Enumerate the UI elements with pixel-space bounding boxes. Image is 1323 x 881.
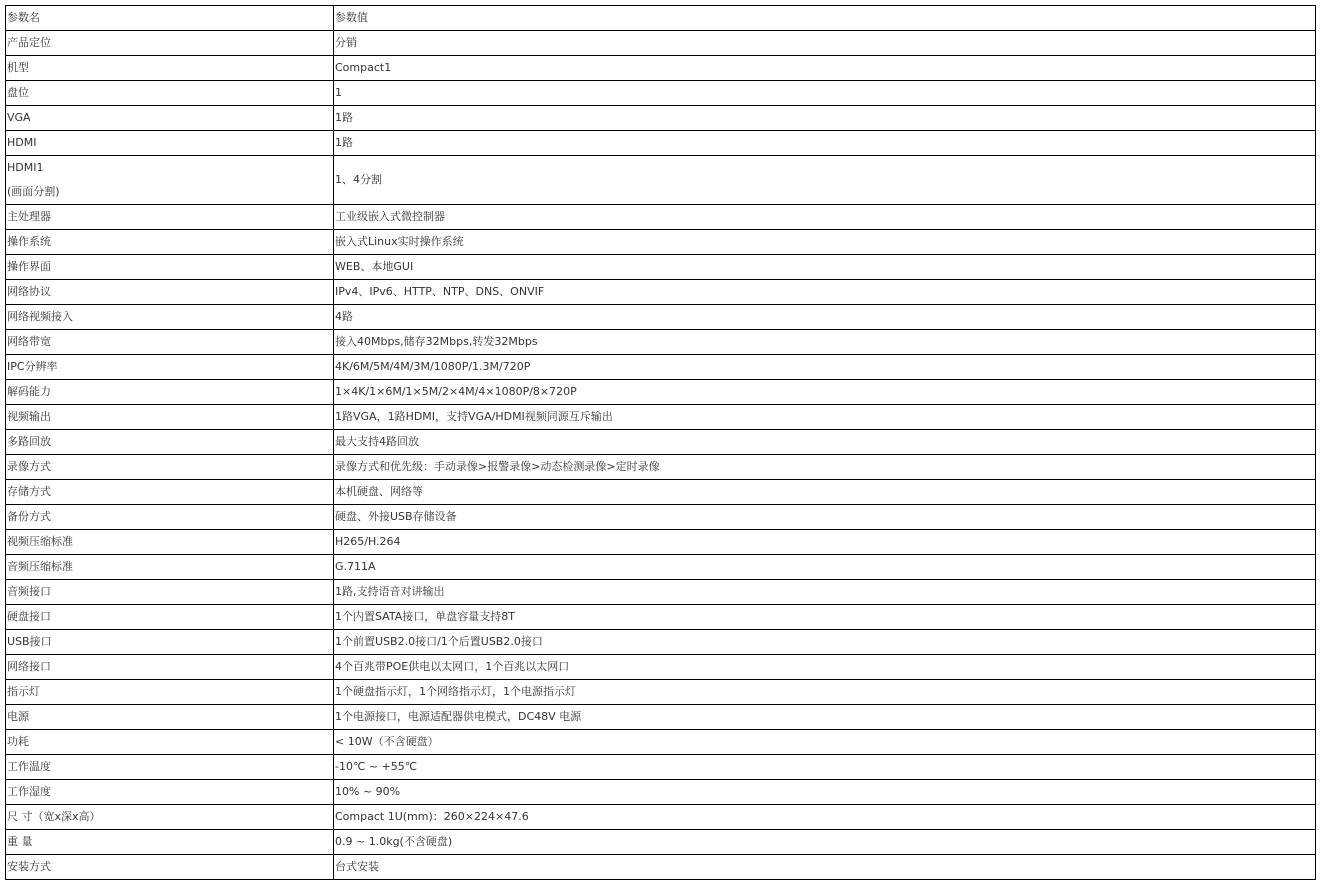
param-value-cell: 1路	[334, 131, 1316, 156]
table-row	[6, 555, 1316, 580]
param-name-line-1: HDMI1	[7, 161, 44, 174]
table-row	[6, 330, 1316, 355]
param-name-cell: 音频接口	[6, 580, 334, 605]
param-value-cell: IPv4、IPv6、HTTP、NTP、DNS、ONVIF	[334, 280, 1316, 305]
param-value-cell: 分销	[334, 31, 1316, 56]
table-row	[6, 131, 1316, 156]
param-name-cell: 解码能力	[6, 380, 334, 405]
param-value-cell: -10℃ ~ +55℃	[334, 755, 1316, 780]
table-row	[6, 730, 1316, 755]
table-row	[6, 230, 1316, 255]
param-value-cell: 录像方式和优先级：手动录像>报警录像>动态检测录像>定时录像	[334, 455, 1316, 480]
param-value-cell: 工业级嵌入式微控制器	[334, 205, 1316, 230]
table-row	[6, 655, 1316, 680]
param-name-cell: 主处理器	[6, 205, 334, 230]
param-value-cell: 1个硬盘指示灯，1个网络指示灯，1个电源指示灯	[334, 680, 1316, 705]
param-value-cell: WEB、本地GUI	[334, 255, 1316, 280]
param-value-cell: 嵌入式Linux实时操作系统	[334, 230, 1316, 255]
param-name-cell: 网络视频接入	[6, 305, 334, 330]
table-row	[6, 680, 1316, 705]
table-row	[6, 505, 1316, 530]
table-row	[6, 81, 1316, 106]
param-value-cell: 1×4K/1×6M/1×5M/2×4M/4×1080P/8×720P	[334, 380, 1316, 405]
table-row	[6, 630, 1316, 655]
table-row	[6, 405, 1316, 430]
param-value-cell: 4K/6M/5M/4M/3M/1080P/1.3M/720P	[334, 355, 1316, 380]
param-value-cell: 1个前置USB2.0接口/1个后置USB2.0接口	[334, 630, 1316, 655]
param-value-cell: 4路	[334, 305, 1316, 330]
table-row	[6, 455, 1316, 480]
param-name-cell: 多路回放	[6, 430, 334, 455]
param-name-cell: USB接口	[6, 630, 334, 655]
param-name-cell: 视频压缩标准	[6, 530, 334, 555]
table-row	[6, 205, 1316, 230]
table-row	[6, 355, 1316, 380]
param-name-cell: HDMI	[6, 131, 334, 156]
table-row	[6, 580, 1316, 605]
param-value-cell: 0.9 ~ 1.0kg(不含硬盘)	[334, 830, 1316, 855]
param-name-cell: 重 量	[6, 830, 334, 855]
table-row	[6, 31, 1316, 56]
table-row	[6, 305, 1316, 330]
param-value-cell: G.711A	[334, 555, 1316, 580]
table-row	[6, 705, 1316, 730]
table-row	[6, 380, 1316, 405]
param-value-cell: 硬盘、外接USB存储设备	[334, 505, 1316, 530]
table-row	[6, 830, 1316, 855]
param-name-cell: 网络带宽	[6, 330, 334, 355]
spec-table-body	[6, 6, 1316, 880]
param-name-cell: 尺 寸（宽x深x高）	[6, 805, 334, 830]
param-value-cell: 台式安装	[334, 855, 1316, 880]
param-value-cell: Compact 1U(mm)：260×224×47.6	[334, 805, 1316, 830]
param-value-cell: 1路,支持语音对讲输出	[334, 580, 1316, 605]
param-name-cell: 工作湿度	[6, 780, 334, 805]
param-value-cell: 最大支持4路回放	[334, 430, 1316, 455]
param-name-cell: 安装方式	[6, 855, 334, 880]
param-name-cell: IPC分辨率	[6, 355, 334, 380]
table-row	[6, 255, 1316, 280]
header-name-cell: 参数名	[6, 6, 334, 31]
table-row	[6, 530, 1316, 555]
table-row	[6, 805, 1316, 830]
param-name-cell: VGA	[6, 106, 334, 131]
param-name-cell: 视频输出	[6, 405, 334, 430]
param-name-cell: 产品定位	[6, 31, 334, 56]
param-name-cell: 功耗	[6, 730, 334, 755]
param-value-cell: Compact1	[334, 56, 1316, 81]
param-name-cell: 操作系统	[6, 230, 334, 255]
param-name-cell	[6, 156, 334, 205]
spec-table	[5, 5, 1316, 880]
param-value-cell: < 10W（不含硬盘）	[334, 730, 1316, 755]
param-value-cell: 1个电源接口，电源适配器供电模式，DC48V 电源	[334, 705, 1316, 730]
param-value-cell: 本机硬盘、网络等	[334, 480, 1316, 505]
param-name-line-2: (画面分割)	[7, 185, 60, 198]
param-name-cell: 工作温度	[6, 755, 334, 780]
param-name-cell: 录像方式	[6, 455, 334, 480]
table-row	[6, 755, 1316, 780]
param-value-cell: 1、4分割	[334, 156, 1316, 205]
param-value-cell: H265/H.264	[334, 530, 1316, 555]
param-name-cell: 备份方式	[6, 505, 334, 530]
param-value-cell: 4个百兆带POE供电以太网口，1个百兆以太网口	[334, 655, 1316, 680]
param-name-cell: 网络协议	[6, 280, 334, 305]
table-row	[6, 106, 1316, 131]
param-value-cell: 1	[334, 81, 1316, 106]
table-header-row	[6, 6, 1316, 31]
param-value-cell: 1路VGA，1路HDMI，支持VGA/HDMI视频同源互斥输出	[334, 405, 1316, 430]
param-name-cell: 存储方式	[6, 480, 334, 505]
table-row	[6, 480, 1316, 505]
param-name-cell: 音频压缩标准	[6, 555, 334, 580]
table-row	[6, 780, 1316, 805]
param-name-cell: 机型	[6, 56, 334, 81]
table-row	[6, 156, 1316, 205]
param-value-cell: 10% ~ 90%	[334, 780, 1316, 805]
param-name-cell: 操作界面	[6, 255, 334, 280]
param-value-cell: 1个内置SATA接口，单盘容量支持8T	[334, 605, 1316, 630]
param-name-cell: 网络接口	[6, 655, 334, 680]
table-row	[6, 56, 1316, 81]
param-value-cell: 接入40Mbps,储存32Mbps,转发32Mbps	[334, 330, 1316, 355]
param-name-cell: 硬盘接口	[6, 605, 334, 630]
header-value-cell: 参数值	[334, 6, 1316, 31]
param-value-cell: 1路	[334, 106, 1316, 131]
table-row	[6, 280, 1316, 305]
table-row	[6, 605, 1316, 630]
table-row	[6, 430, 1316, 455]
param-name-cell: 电源	[6, 705, 334, 730]
param-name-cell: 盘位	[6, 81, 334, 106]
table-row	[6, 855, 1316, 880]
param-name-cell: 指示灯	[6, 680, 334, 705]
